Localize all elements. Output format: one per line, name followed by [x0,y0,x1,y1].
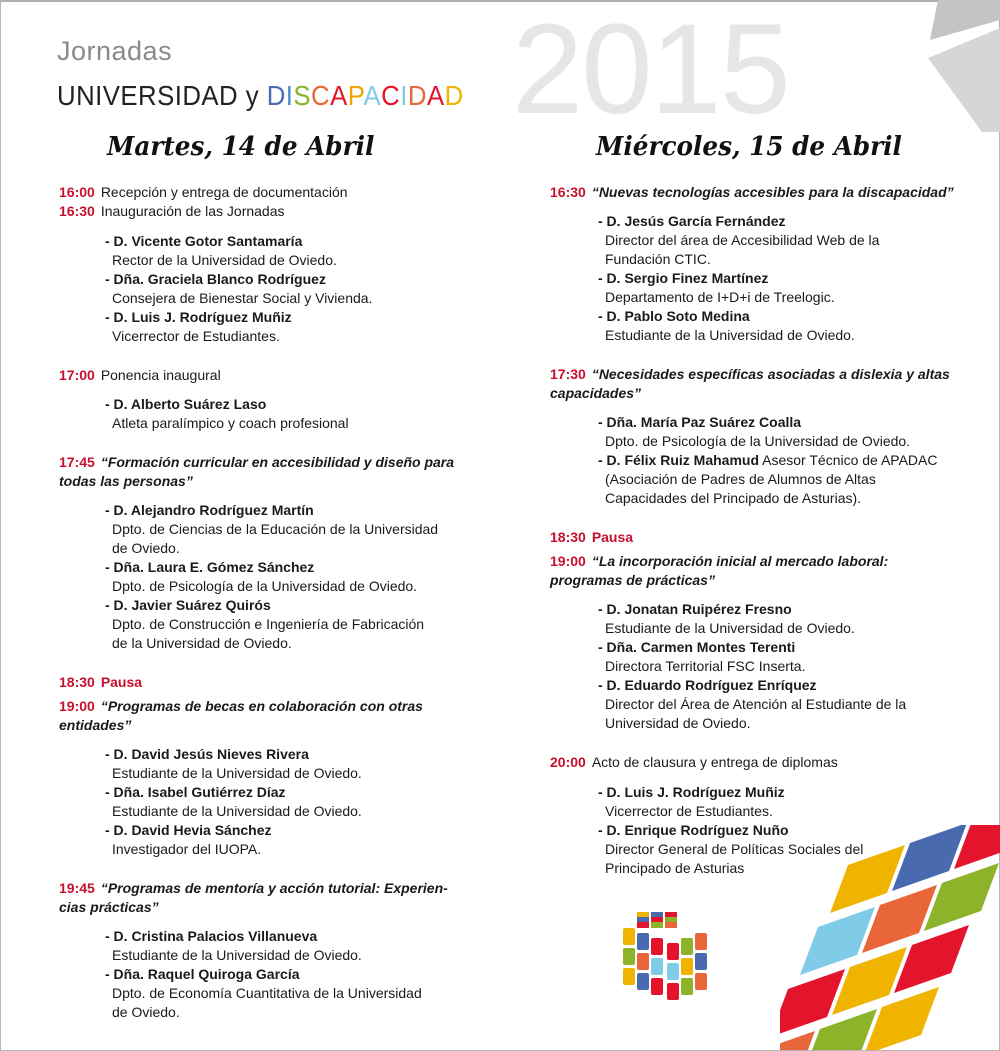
speaker-name: - D. Alejandro Rodríguez Martín [105,502,314,518]
cube-tile [667,943,679,960]
speaker-name: - Dña. Carmen Montes Terenti [598,639,796,655]
speaker-name: - Dña. Raquel Quiroga García [105,966,300,982]
tuesday-title: Martes, 14 de Abril [107,132,375,162]
speaker [598,413,801,431]
session-time: 16:00 [59,184,95,200]
speaker-role: Investigador del IUOPA. [112,841,262,857]
session-time: 19:00 [59,698,95,714]
session-line [59,697,423,715]
speaker-role: Departamento de I+D+i de Treelogic. [605,289,835,305]
session-time: 18:30 [59,674,95,690]
speaker [598,600,792,618]
cube-tile [681,958,693,975]
speaker [105,232,302,250]
session-line [59,673,148,691]
session-title: “Programas de mentoría y acción tutorial: Experien- [100,880,448,896]
speaker-name: - Dña. Graciela Blanco Rodríguez [105,271,326,287]
speaker-role: (Asociación de Padres de Alumnos de Altas [605,471,876,487]
letter: A [426,80,445,111]
speaker-name: - D. Enrique Rodríguez Nuño [598,822,789,838]
cube-tile [681,978,693,995]
speaker-role: Dpto. de Ciencias de la Educación de la Universidad [112,521,439,537]
speaker [105,308,292,326]
speaker [598,307,750,325]
session-title-cont: cias prácticas” [59,899,159,915]
speaker-role: Dpto. de Construcción e Ingeniería de Fabricación [112,616,425,632]
jornadas-label: Jornadas [57,36,173,66]
cube-tile [651,958,663,975]
cube-tile [651,978,663,995]
speaker [598,269,768,287]
speaker [105,745,309,763]
session-line [59,202,285,220]
cube-tile [665,922,677,928]
speaker-role: Estudiante de la Universidad de Oviedo. [605,620,855,636]
cube-tile [623,928,635,945]
speaker [105,596,271,614]
speaker-role: de Oviedo. [112,1004,180,1020]
speaker [105,270,326,288]
speaker-name: - D. Cristina Palacios Villanueva [105,928,318,944]
session-time: 16:30 [550,184,586,200]
event-title [57,80,464,112]
session-title-cont: programas de prácticas” [550,572,715,588]
grey-corner-shape [920,0,1000,140]
cube-tile [651,938,663,955]
speaker-role: Capacidades del Principado de Asturias). [605,490,862,506]
pause-label: Pausa [591,529,634,545]
speaker [105,558,314,576]
speaker [105,395,266,413]
speaker-name: - D. Félix Ruiz Mahamud [598,452,760,468]
cube-tile [667,983,679,1000]
speaker-role: Fundación CTIC. [605,251,711,267]
speaker-name: - D. Jesús García Fernández [598,213,786,229]
session-line [59,453,454,471]
speaker-name: - D. Vicente Gotor Santamaría [105,233,303,249]
speaker-role: Dpto. de Psicología de la Universidad de Oviedo. [112,578,418,594]
cube-tile [695,953,707,970]
discapacidad-text [267,80,464,111]
session-text: Ponencia inaugural [100,367,221,383]
speaker-role: Vicerrector de Estudiantes. [112,328,280,344]
speaker-name: - D. David Jesús Nieves Rivera [105,746,309,762]
speaker-name: - Dña. Isabel Gutiérrez Díaz [105,784,286,800]
cube-tile [695,973,707,990]
pause-label: Pausa [100,674,143,690]
speaker-role: Principado de Asturias [605,860,745,876]
speaker [598,821,789,839]
speaker-role: Director del área de Accesibilidad Web de la [605,232,880,248]
session-title: “Necesidades específicas asociadas a dislexia y altas [591,366,950,382]
session-line [550,753,838,771]
speaker-role: Universidad de Oviedo. [605,715,751,731]
speaker-role: Vicerrector de Estudiantes. [605,803,773,819]
speaker [598,212,786,230]
speaker-role: Estudiante de la Universidad de Oviedo. [605,327,855,343]
cube-tile [637,953,649,970]
wednesday-title: Miércoles, 15 de Abril [596,132,902,162]
letter: I [400,80,408,111]
letter: D [407,80,427,111]
speaker-name: - D. Luis J. Rodríguez Muñiz [105,309,292,325]
tile [780,1031,815,1050]
cube-tile [695,933,707,950]
session-line [550,183,954,201]
session-time: 19:45 [59,880,95,896]
speaker-role: Consejera de Bienestar Social y Vivienda. [112,290,373,306]
speaker-role: Director del Área de Atención al Estudiante de la [605,696,907,712]
speaker-name: - D. Jonatan Ruipérez Fresno [598,601,792,617]
session-line [59,183,348,201]
speaker-role-inline: Asesor Técnico de APADAC [762,452,938,468]
speaker-name: - D. Pablo Soto Medina [598,308,750,324]
universidad-text: UNIVERSIDAD y [57,80,260,111]
speaker [598,783,785,801]
letter: A [363,80,382,111]
speaker-name: - Dña. María Paz Suárez Coalla [598,414,802,430]
speaker [105,783,286,801]
speaker-role: Atleta paralímpico y coach profesional [112,415,349,431]
speaker-role: Estudiante de la Universidad de Oviedo. [112,765,362,781]
session-title: “Programas de becas en colaboración con otras [100,698,423,714]
session-title: “La incorporación inicial al mercado laboral: [591,553,889,569]
speaker-name: - D. Luis J. Rodríguez Muñiz [598,784,785,800]
speaker-role: Director General de Políticas Sociales del [605,841,864,857]
session-line [550,528,639,546]
letter: S [293,80,312,111]
session-title: “Formación curricular en accesibilidad y diseño para [100,454,455,470]
speaker [105,927,317,945]
letter: D [266,80,286,111]
session-title-cont: capacidades” [550,385,642,401]
speaker [105,965,300,983]
session-time: 17:00 [59,367,95,383]
speaker [105,821,272,839]
speaker-name: - D. David Hevia Sánchez [105,822,272,838]
session-title-cont: entidades” [59,717,132,733]
cube-tile [637,922,649,928]
speaker-role: Estudiante de la Universidad de Oviedo. [112,803,362,819]
cube-tile [623,948,635,965]
session-title: “Nuevas tecnologías accesibles para la discapacidad” [591,184,954,200]
year-watermark: 2015 [512,0,789,141]
session-text: Recepción y entrega de documentación [100,184,348,200]
speaker [105,501,314,519]
session-line [550,365,950,383]
speaker [598,676,817,694]
speaker-role: de la Universidad de Oviedo. [112,635,292,651]
session-time: 17:45 [59,454,95,470]
speaker-name: - D. Sergio Finez Martínez [598,270,769,286]
speaker-name: - D. Eduardo Rodríguez Enríquez [598,677,817,693]
speaker-role: Directora Territorial FSC Inserta. [605,658,806,674]
session-time: 18:30 [550,529,586,545]
speaker [598,638,795,656]
cube-tile [667,963,679,980]
session-text: Inauguración de las Jornadas [100,203,285,219]
session-title-cont: todas las personas” [59,473,193,489]
cube-tile [637,973,649,990]
cube-tile [637,933,649,950]
colored-tiles-decoration [780,825,1000,1050]
cube-tile [681,938,693,955]
letter: P [347,80,364,111]
session-time: 19:00 [550,553,586,569]
letter: C [311,80,331,111]
letter: D [444,80,464,111]
speaker-name: - D. Alberto Suárez Laso [105,396,267,412]
session-time: 20:00 [550,754,586,770]
session-line [550,552,888,570]
speaker-role: de Oviedo. [112,540,180,556]
speaker-name: - Dña. Laura E. Gómez Sánchez [105,559,315,575]
letter: I [285,80,294,111]
letter: A [330,80,348,111]
speaker-role: Estudiante de la Universidad de Oviedo. [112,947,362,963]
cube-tile [651,922,663,928]
letter: C [381,80,401,111]
speaker-role: Dpto. de Psicología de la Universidad de Oviedo. [605,433,911,449]
session-time: 17:30 [550,366,586,382]
speaker-name: - D. Javier Suárez Quirós [105,597,271,613]
session-time: 16:30 [59,203,95,219]
session-line [59,366,221,384]
cube-tile [623,968,635,985]
session-text: Acto de clausura y entrega de diplomas [591,754,838,770]
speaker [598,451,937,469]
cube-logo-icon [615,910,715,1005]
speaker-role: Dpto. de Economía Cuantitativa de la Universidad [112,985,422,1001]
session-line [59,879,448,897]
speaker-role: Rector de la Universidad de Oviedo. [112,252,337,268]
